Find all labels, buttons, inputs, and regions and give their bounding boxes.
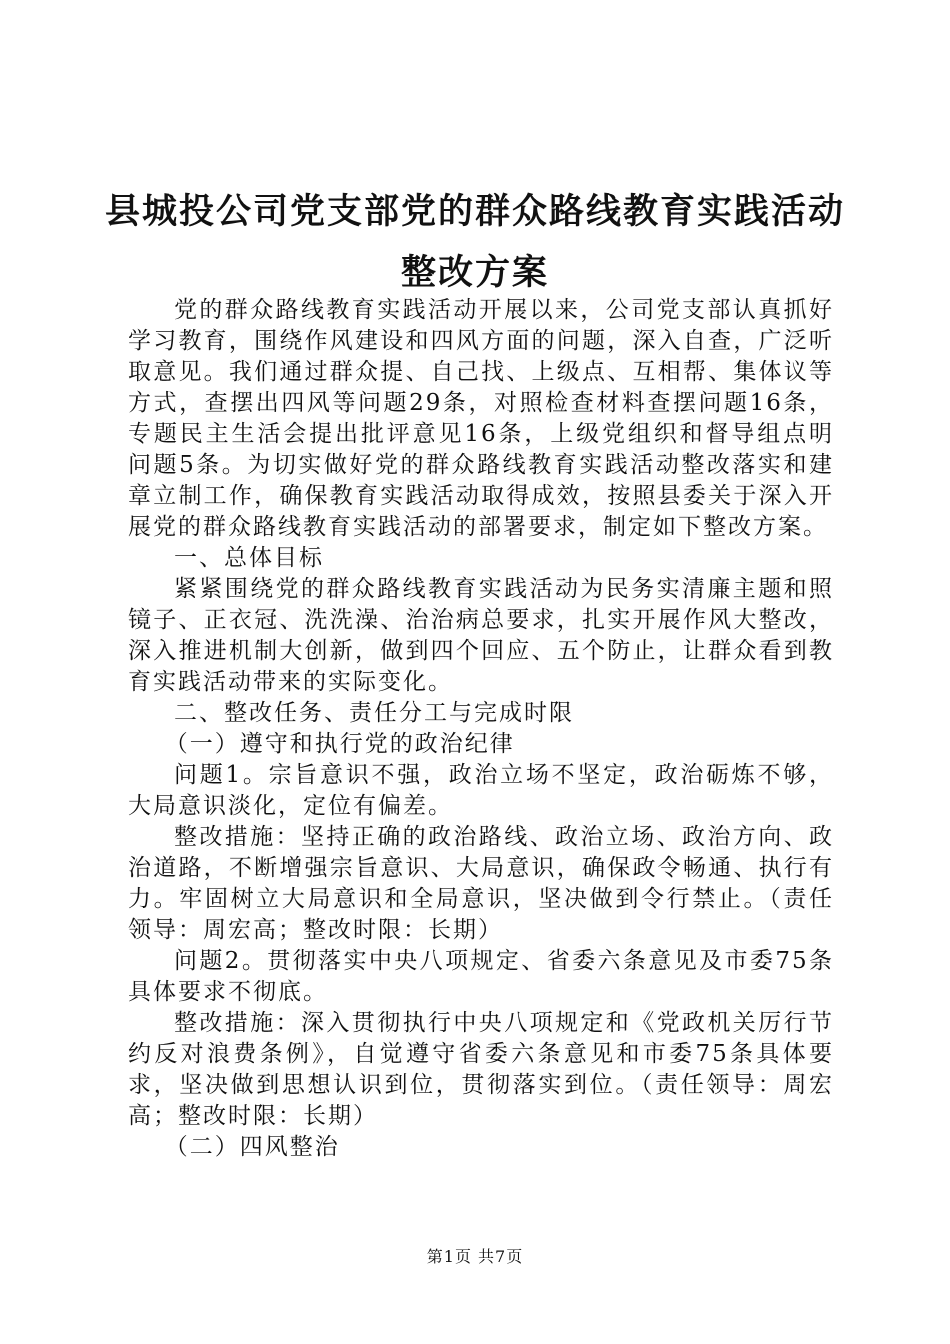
section-heading-tasks: 二、整改任务、责任分工与完成时限 xyxy=(174,700,574,726)
document-body xyxy=(128,295,834,1163)
overall-goal-paragraph: 紧紧围绕党的群众路线教育实践活动为民务实清廉主题和照镜子、正衣冠、洗洗澡、治治病总要求，扎实开展作风大整改，深入推进机制大创新，做到四个回应、五个防止，让群众看到教育实践活动带来的实际变化。 xyxy=(128,576,834,695)
document-title-line-2: 整改方案 xyxy=(400,253,549,293)
problem-1-paragraph: 问题1。宗旨意识不强，政治立场不坚定，政治砺炼不够，大局意识淡化，定位有偏差。 xyxy=(128,762,834,819)
problem-2-paragraph: 问题2。贯彻落实中央八项规定、省委六条意见及市委75条具体要求不彻底。 xyxy=(128,948,834,1005)
document-title-line-1: 县城投公司党支部党的群众路线教育实践活动 xyxy=(104,192,845,232)
subsection-heading-political-discipline: （一）遵守和执行党的政治纪律 xyxy=(164,731,515,757)
intro-paragraph: 党的群众路线教育实践活动开展以来，公司党支部认真抓好学习教育，围绕作风建设和四风方面的问题，深入自查，广泛听取意见。我们通过群众提、自己找、上级点、互相帮、集体议等方式，查摆出四风等问题29条，对照检查材料查摆问题16条，专题民主生活会提出批评意见16条，上级党组织和督导组点明问题5条。为切实做好党的群众路线教育实践活动整改落实和建章立制工作，确保教育实践活动取得成效，按照县委关于深入开展党的群众路线教育实践活动的部署要求，制定如下整改方案。 xyxy=(128,297,834,540)
section-heading-overall-goal: 一、总体目标 xyxy=(174,545,324,571)
subsection-heading-four-winds: （二）四风整治 xyxy=(164,1134,340,1160)
page-footer: 第1页 共7页 xyxy=(426,1247,524,1266)
measures-1-paragraph: 整改措施：坚持正确的政治路线、政治立场、政治方向、政治道路，不断增强宗旨意识、大局意识，确保政令畅通、执行有力。牢固树立大局意识和全局意识，坚决做到令行禁止。（责任领导：周宏高；整改时限：长期） xyxy=(128,824,834,943)
measures-2-paragraph: 整改措施：深入贯彻执行中央八项规定和《党政机关厉行节约反对浪费条例》，自觉遵守省委六条意见和市委75条具体要求，坚决做到思想认识到位，贯彻落实到位。（责任领导：周宏高；整改时限：长期） xyxy=(128,1010,834,1129)
